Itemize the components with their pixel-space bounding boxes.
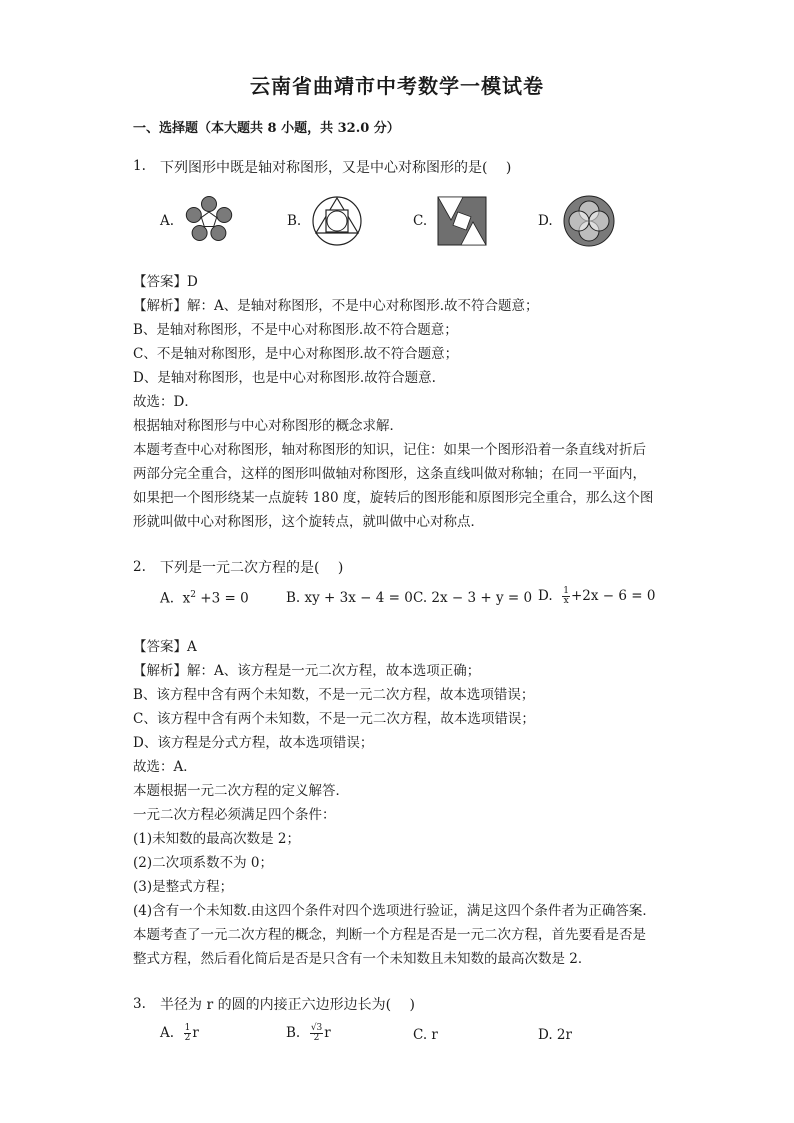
fraction-denominator: 2 bbox=[313, 1033, 320, 1043]
q2-analysis-line: (4)含有一个未知数.由这四个条件对四个选项进行验证，满足这四个条件者为正确答案． bbox=[133, 903, 656, 919]
q1-analysis-line: 两部分完全重合，这样的图形叫做轴对称图形，这条直线叫做对称轴；在同一平面内， bbox=[133, 466, 646, 482]
q2-option-a bbox=[160, 590, 249, 607]
q1-number: 1. bbox=[133, 158, 146, 174]
q1-analysis-line: 【解析】解：A、是轴对称图形，不是中心对称图形.故不符合题意； bbox=[133, 298, 539, 314]
q2-analysis-line: C、该方程中含有两个未知数，不是一元二次方程，故本选项错误； bbox=[133, 711, 535, 727]
q3-option-c: C. r bbox=[413, 1027, 438, 1043]
q2-analysis-line: 本题考查了一元二次方程的概念，判断一个方程是否是一元二次方程，首先要看是否是 bbox=[133, 927, 646, 943]
q3-option-b bbox=[286, 1024, 331, 1043]
q1-analysis-line: B、是轴对称图形，不是中心对称图形.故不符合题意； bbox=[133, 322, 458, 338]
q1-analysis-line: C、不是轴对称图形，是中心对称图形.故不符合题意； bbox=[133, 346, 459, 362]
q2-option-d bbox=[538, 587, 655, 606]
q1-analysis-line: 如果把一个图形绕某一点旋转 180 度，旋转后的图形能和原图形完全重合，那么这个图 bbox=[133, 490, 654, 506]
q2-analysis-line: 整式方程，然后看化简后是否是只含有一个未知数且未知数的最高次数是 2． bbox=[133, 951, 592, 967]
q2-option-d-rest: +2x − 6 = 0 bbox=[570, 588, 656, 604]
q3-option-b-fraction bbox=[310, 1024, 323, 1043]
q2-option-b: B. xy + 3x − 4 = 0 bbox=[286, 590, 413, 606]
q2-analysis-line: (2)二次项系数不为 0； bbox=[133, 855, 274, 871]
q3-option-a-label: A. bbox=[160, 1025, 175, 1041]
section-heading: 一、选择题（本大题共 8 小题，共 32.0 分） bbox=[133, 121, 400, 136]
q1-option-b-label: B. bbox=[287, 213, 302, 229]
fraction-numerator: 1 bbox=[184, 1023, 191, 1033]
q3-option-b-label: B. bbox=[286, 1025, 301, 1041]
q2-stem: 下列是一元二次方程的是( ) bbox=[160, 560, 344, 576]
q3-option-b-tail: r bbox=[324, 1025, 331, 1041]
q1-analysis-line: 故选：D． bbox=[133, 394, 198, 410]
q2-option-a-label: A. bbox=[160, 590, 175, 607]
pinwheel-square-icon bbox=[437, 196, 487, 246]
q2-option-a-base: x bbox=[182, 590, 191, 607]
q1-analysis-line: 本题考查中心对称图形，轴对称图形的知识，记住：如果一个图形沿着一条直线对折后 bbox=[133, 442, 646, 458]
q2-answer: 【答案】A bbox=[133, 639, 197, 655]
q3-option-a-fraction bbox=[184, 1024, 192, 1043]
q2-analysis-line: 本题根据一元二次方程的定义解答． bbox=[133, 783, 349, 799]
q3-number: 3. bbox=[133, 996, 146, 1012]
q2-analysis-line: (1)未知数的最高次数是 2； bbox=[133, 831, 301, 847]
q2-analysis-line: D、该方程是分式方程，故本选项错误； bbox=[133, 735, 374, 751]
q2-analysis-line: B、该方程中含有两个未知数，不是一元二次方程，故本选项错误； bbox=[133, 687, 535, 703]
q1-stem: 下列图形中既是轴对称图形，又是中心对称图形的是( ) bbox=[160, 160, 512, 176]
q2-option-d-fraction bbox=[562, 587, 570, 606]
fraction-numerator: 1 bbox=[563, 586, 569, 596]
q1-option-d-label: D. bbox=[538, 213, 553, 229]
q3-option-a-tail: r bbox=[192, 1025, 199, 1041]
q2-option-d-label: D. bbox=[538, 588, 553, 604]
q2-analysis-line: 故选：A． bbox=[133, 759, 197, 775]
four-circles-icon bbox=[562, 194, 616, 248]
q1-option-c-label: C. bbox=[413, 213, 428, 229]
q2-option-a-rest: +3 = 0 bbox=[196, 590, 249, 607]
q3-option-d: D. 2r bbox=[538, 1027, 572, 1043]
circle-triangle-square-icon bbox=[311, 195, 363, 247]
page-title: 云南省曲靖市中考数学一模试卷 bbox=[250, 74, 544, 98]
q2-option-a-exponent: 2 bbox=[190, 590, 196, 600]
q2-number: 2. bbox=[133, 559, 146, 575]
q2-analysis-line: 一元二次方程必须满足四个条件： bbox=[133, 807, 336, 823]
q1-analysis-line: D、是轴对称图形，也是中心对称图形.故符合题意. bbox=[133, 370, 436, 386]
q2-analysis-line: (3)是整式方程； bbox=[133, 879, 234, 895]
q1-analysis-line: 形就叫做中心对称图形，这个旋转点，就叫做中心对称点． bbox=[133, 514, 484, 530]
fraction-denominator: 2 bbox=[184, 1033, 191, 1043]
q1-answer: 【答案】D bbox=[133, 274, 198, 290]
pentagon-flower-icon bbox=[184, 195, 234, 245]
fraction-denominator: x bbox=[563, 596, 569, 606]
q1-analysis-line: 根据轴对称图形与中心对称图形的概念求解． bbox=[133, 418, 403, 434]
q1-option-a-label: A. bbox=[160, 213, 175, 229]
q3-stem: 半径为 r 的圆的内接正六边形边长为( ) bbox=[160, 997, 415, 1013]
q2-analysis-line: 【解析】解：A、该方程是一元二次方程，故本选项正确； bbox=[133, 663, 481, 679]
q2-option-c: C. 2x − 3 + y = 0 bbox=[413, 590, 533, 606]
q3-option-a bbox=[160, 1024, 199, 1043]
fraction-numerator: √3 bbox=[310, 1023, 323, 1033]
